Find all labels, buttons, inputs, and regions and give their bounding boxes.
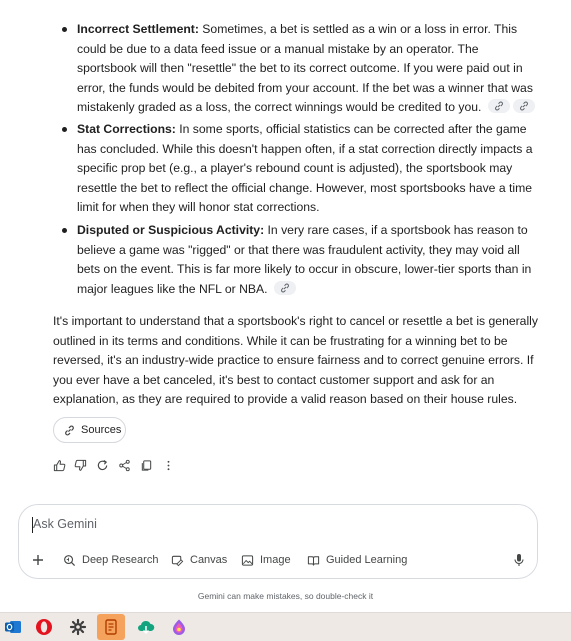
bullet-stat-corrections [77, 120, 537, 218]
plus-icon [31, 553, 45, 567]
link-icon [494, 101, 504, 111]
link-icon [64, 425, 75, 436]
image-icon [241, 554, 254, 567]
tool-label: Guided Learning [326, 554, 408, 566]
prompt-composer [18, 504, 538, 579]
cloud-download-icon[interactable] [135, 616, 157, 638]
tool-deep-research[interactable] [63, 552, 158, 568]
bullet-text: In some sports, official statistics can be corrected after the game has concluded. While this doesn't happen often, if a stat correction directly impacts a specific prop bet (e.g., a player's rebound count is adjusted), the sportsbook may resettle the bet to reflect the official change. However, most sportsbooks have a time limit for when they will honor stat corrections. [77, 122, 533, 214]
bullet-title: Incorrect Settlement: [77, 22, 199, 36]
canvas-icon [171, 554, 184, 567]
sources-button[interactable] [53, 417, 126, 443]
copy-icon[interactable] [140, 459, 154, 473]
tool-canvas[interactable] [171, 552, 227, 568]
thumbs-down-icon[interactable] [74, 459, 88, 473]
guided-learning-icon [307, 554, 320, 567]
microphone-button[interactable] [513, 552, 531, 568]
link-icon [280, 283, 290, 293]
bullet-incorrect-settlement [77, 20, 537, 118]
share-icon[interactable] [118, 459, 132, 473]
more-options-icon[interactable] [162, 459, 176, 473]
settings-icon[interactable] [67, 616, 89, 638]
link-icon [519, 101, 529, 111]
bullet-title: Stat Corrections: [77, 122, 176, 136]
bullet-disputed-activity [77, 221, 537, 299]
tool-label: Image [260, 554, 291, 566]
browser-icon[interactable] [168, 616, 190, 638]
disclaimer: Gemini can make mistakes, so double-check it [197, 591, 374, 601]
closing-paragraph: It's important to understand that a sportsbook's right to cancel or resettle a bet is generally outlined in its terms and conditions. While it can be frustrating for a winning bet to be reversed, it's an industry-wide practice to ensure fairness and to correct genuine errors. If you ever have a bet canceled, it's best to contact customer support and ask for an explanation, as they are required to provide a valid reason based on their house rules. [53, 314, 538, 406]
tool-label: Canvas [190, 554, 228, 566]
prompt-input[interactable]: Ask Gemini [33, 517, 97, 531]
sources-label: Sources [81, 424, 122, 436]
source-link-chip[interactable] [488, 99, 510, 113]
tool-image[interactable] [241, 552, 291, 568]
taskbar [0, 612, 571, 641]
bullet-dot [62, 228, 67, 233]
active-app-icon[interactable] [97, 614, 125, 640]
thumbs-up-icon[interactable] [53, 459, 67, 473]
tool-guided-learning[interactable] [307, 552, 407, 568]
outlook-icon[interactable] [2, 616, 24, 638]
opera-icon[interactable] [33, 616, 55, 638]
deep-research-icon [63, 554, 76, 567]
source-link-chip[interactable] [274, 281, 296, 295]
bullet-text: In very rare cases, if a sportsbook has reason to believe a game was "rigged" or that there was fraudulent activity, they may void all bets on the event. This is far more likely to occur in obscure, lower-tier sports than in major leagues like the NFL or NBA. [77, 223, 532, 296]
tool-label: Deep Research [82, 554, 159, 566]
bullet-text: Sometimes, a bet is settled as a win or a loss in error. This could be due to a data feed issue or a manual mistake by an operator. The sportsbook will then "resettle" the bet to its correct outcome. If you were paid out in error, the funds would be debited from your account. If the bet was a winner that was mistakenly graded as a loss, the correct winnings would be credited to you. [77, 22, 533, 114]
add-button[interactable] [31, 552, 51, 568]
regenerate-icon[interactable] [96, 459, 110, 473]
bullet-dot [62, 127, 67, 132]
bullet-dot [62, 27, 67, 32]
source-link-chip[interactable] [513, 99, 535, 113]
microphone-icon [513, 553, 525, 567]
bullet-title: Disputed or Suspicious Activity: [77, 223, 265, 237]
